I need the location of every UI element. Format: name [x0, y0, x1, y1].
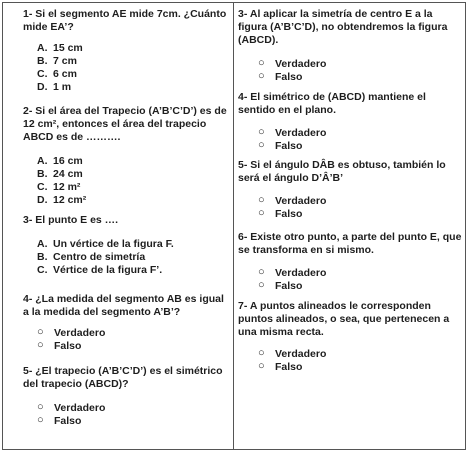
option-verdadero[interactable]: [258, 58, 462, 71]
option-marker: C.: [37, 181, 48, 193]
question-6-right: [238, 231, 462, 293]
option-marker: D.: [37, 81, 48, 93]
option-text: 12 cm²: [53, 194, 87, 206]
question-stem: 5- ¿El trapecio (A’B’C’D’) es el simétrico del trapecio (ABCD)?: [23, 365, 223, 390]
question-5-left: [23, 365, 228, 428]
option-marker: A.: [37, 155, 48, 167]
options-list: [37, 155, 228, 207]
option-text: Un vértice de la figura F.: [53, 238, 174, 250]
option-verdadero[interactable]: [37, 327, 228, 340]
option-b[interactable]: [37, 55, 228, 68]
option-text: Centro de simetría: [53, 251, 146, 263]
option-text: Falso: [275, 280, 303, 292]
option-text: Verdadero: [275, 348, 327, 360]
radio-circle-icon[interactable]: ○: [258, 279, 265, 291]
options-list: [37, 42, 228, 94]
radio-circle-icon[interactable]: ○: [258, 139, 265, 151]
question-stem: 7- A puntos alineados le corresponden puntos alineados, o sea, que pertenecen a una misma recta.: [238, 300, 450, 338]
option-text: 15 cm: [53, 42, 83, 54]
option-text: 7 cm: [53, 55, 77, 67]
option-d[interactable]: [37, 81, 228, 94]
radio-circle-icon[interactable]: ○: [258, 347, 265, 359]
option-marker: C.: [37, 264, 48, 276]
option-marker: D.: [37, 194, 48, 206]
option-text: Falso: [275, 361, 303, 373]
quiz-table: [2, 2, 466, 450]
option-falso[interactable]: [258, 140, 462, 153]
option-marker: A.: [37, 42, 48, 54]
option-marker: A.: [37, 238, 48, 250]
option-verdadero[interactable]: [37, 402, 228, 415]
option-text: Verdadero: [275, 267, 327, 279]
question-4-left: [23, 293, 228, 353]
option-text: Falso: [54, 415, 82, 427]
question-4-right: [238, 91, 462, 153]
option-text: Verdadero: [275, 127, 327, 139]
radio-circle-icon[interactable]: ○: [258, 207, 265, 219]
option-verdadero[interactable]: [258, 348, 462, 361]
option-verdadero[interactable]: [258, 127, 462, 140]
options-list: [258, 348, 462, 374]
option-falso[interactable]: [37, 415, 228, 428]
option-c[interactable]: [37, 264, 228, 277]
radio-circle-icon[interactable]: ○: [258, 194, 265, 206]
option-marker: C.: [37, 68, 48, 80]
options-list: [258, 127, 462, 153]
option-text: 12 m²: [53, 181, 81, 193]
option-falso[interactable]: [258, 71, 462, 84]
option-marker: B.: [37, 55, 48, 67]
question-stem: 5- Si el ángulo DÂB es obtuso, también lo será el ángulo D’Â’B’: [238, 159, 446, 184]
left-column: [3, 3, 233, 449]
option-falso[interactable]: [258, 280, 462, 293]
question-1-left: [23, 8, 228, 94]
option-falso[interactable]: [37, 340, 228, 353]
options-list: [258, 58, 462, 84]
option-text: Falso: [275, 71, 303, 83]
right-column: [234, 3, 466, 449]
radio-circle-icon[interactable]: ○: [258, 360, 265, 372]
option-a[interactable]: [37, 238, 228, 251]
question-5-right: [238, 159, 462, 221]
question-stem: 1- Si el segmento AE mide 7cm. ¿Cuánto mide EA’?: [23, 8, 227, 33]
question-stem: 2- Si el área del Trapecio (A’B’C’D’) es de 12 cm², entonces el área del trapecio ABCD es de ……….: [23, 105, 227, 143]
question-stem: 3- Al aplicar la simetría de centro E a la figura (A’B’C’D), no obtendremos la figura (ABCD).: [238, 8, 448, 46]
option-text: Verdadero: [275, 195, 327, 207]
radio-circle-icon[interactable]: ○: [37, 414, 44, 426]
option-a[interactable]: [37, 42, 228, 55]
question-stem: 3- El punto E es ….: [23, 214, 119, 226]
options-list: [37, 402, 228, 428]
question-2-left: [23, 105, 228, 207]
option-text: Verdadero: [54, 402, 106, 414]
question-3-left: [23, 214, 228, 277]
radio-circle-icon[interactable]: ○: [37, 401, 44, 413]
radio-circle-icon[interactable]: ○: [258, 266, 265, 278]
option-c[interactable]: [37, 181, 228, 194]
option-text: Vértice de la figura F’.: [53, 264, 163, 276]
option-marker: B.: [37, 251, 48, 263]
option-text: 1 m: [53, 81, 72, 93]
radio-circle-icon[interactable]: ○: [258, 126, 265, 138]
option-c[interactable]: [37, 68, 228, 81]
question-3-right: [238, 8, 462, 84]
radio-circle-icon[interactable]: ○: [258, 70, 265, 82]
option-text: Verdadero: [275, 58, 327, 70]
option-text: Falso: [275, 140, 303, 152]
option-marker: B.: [37, 168, 48, 180]
option-verdadero[interactable]: [258, 267, 462, 280]
option-falso[interactable]: [258, 208, 462, 221]
options-list: [258, 267, 462, 293]
radio-circle-icon[interactable]: ○: [37, 339, 44, 351]
options-list: [37, 238, 228, 277]
option-b[interactable]: [37, 251, 228, 264]
radio-circle-icon[interactable]: ○: [258, 57, 265, 69]
option-text: 24 cm: [53, 168, 83, 180]
radio-circle-icon[interactable]: ○: [37, 326, 44, 338]
options-list: [258, 195, 462, 221]
question-stem: 4- El simétrico de (ABCD) mantiene el sentido en el plano.: [238, 91, 426, 116]
option-text: Falso: [54, 340, 82, 352]
question-stem: 6- Existe otro punto, a parte del punto E, que se transforma en si mismo.: [238, 231, 462, 256]
option-text: 16 cm: [53, 155, 83, 167]
option-text: Falso: [275, 208, 303, 220]
question-7-right: [238, 300, 462, 374]
question-stem: 4- ¿La medida del segmento AB es igual a la medida del segmento A’B’?: [23, 293, 224, 318]
option-a[interactable]: [37, 155, 228, 168]
option-text: Verdadero: [54, 327, 106, 339]
option-verdadero[interactable]: [258, 195, 462, 208]
option-text: 6 cm: [53, 68, 77, 80]
options-list: [37, 327, 228, 353]
option-falso[interactable]: [258, 361, 462, 374]
option-b[interactable]: [37, 168, 228, 181]
option-d[interactable]: [37, 194, 228, 207]
